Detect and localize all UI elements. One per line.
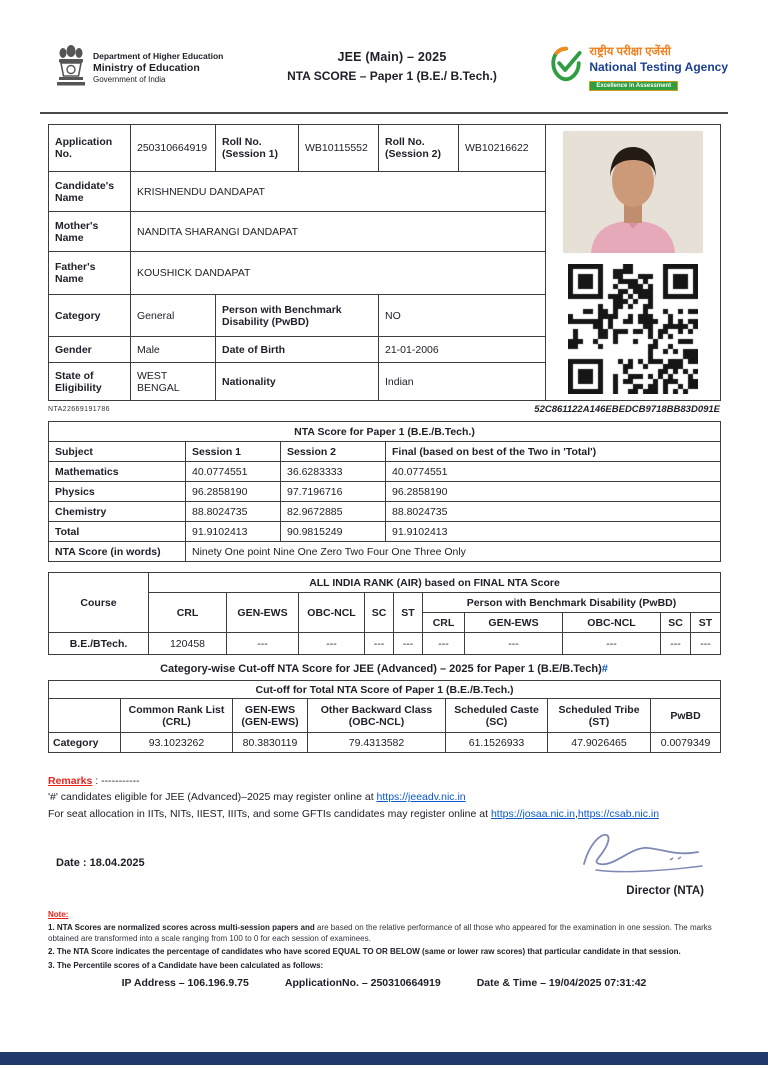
note-item-1: [48, 922, 720, 944]
cutoff-header-sc: Scheduled Caste (SC): [446, 699, 548, 733]
score-cell: 96.2858190: [186, 482, 281, 502]
roll-no-session1-value: WB10115552: [299, 125, 379, 172]
air-title: ALL INDIA RANK (AIR) based on FINAL NTA Score: [149, 573, 721, 593]
remarks-section: [48, 773, 720, 822]
score-cell: 90.9815249: [281, 522, 386, 542]
application-no-label: Application No.: [49, 125, 131, 172]
category-value: General: [131, 295, 216, 337]
footer-meta: [48, 977, 720, 989]
gender-value: Male: [131, 337, 216, 363]
score-cell: 40.0774551: [386, 462, 721, 482]
air-pwbd-title: Person with Benchmark Disability (PwBD): [423, 593, 721, 613]
candidate-name-label: Candidate's Name: [49, 172, 131, 212]
jeeadv-link[interactable]: https://jeeadv.nic.in: [376, 791, 466, 804]
note-item-3: 3. The Percentile scores of a Candidate have been calculated as follows:: [48, 960, 324, 970]
gov-logo: [56, 44, 223, 91]
score-header-session1: Session 1: [186, 442, 281, 462]
gov-country: Government of India: [93, 75, 166, 84]
qr-code: [568, 264, 698, 394]
nta-name-english: National Testing Agency: [589, 60, 728, 74]
air-pwbd-col-crl: CRL: [423, 613, 465, 633]
cutoff-title: Cut-off for Total NTA Score of Paper 1 (B.E./B.Tech.): [49, 681, 721, 699]
score-row-total: [49, 522, 721, 542]
category-label: Category: [49, 295, 131, 337]
remarks-line1-text: '#' candidates eligible for JEE (Advanced)–2025 may register online at: [48, 791, 377, 804]
air-rank-crl: 120458: [149, 633, 227, 655]
air-pwbd-rank-sc: ---: [661, 633, 691, 655]
cutoff-caption-text: Category-wise Cut-off NTA Score for JEE (Advanced) – 2025 for Paper 1 (B.E/B.Tech): [160, 663, 602, 675]
barcode-text: NTA22669191786: [48, 406, 110, 413]
note-item-1-rest: are based on the relative performance of all those who appeared for the examination in one session. The marks obtained are transformed into a scale ranging from 100 to 0 for each session of examinees.: [48, 922, 712, 944]
air-rank-sc: ---: [365, 633, 394, 655]
josaa-link[interactable]: https://josaa.nic.in: [490, 807, 575, 820]
scorecard-page: [0, 44, 768, 1068]
signoff-section: [48, 826, 720, 897]
remarks-line2: [48, 806, 720, 822]
score-cell: 88.8024735: [386, 502, 721, 522]
air-col-st: ST: [394, 593, 423, 633]
cutoff-hash-link[interactable]: #: [601, 663, 608, 675]
footer-datetime: Date & Time – 19/04/2025 07:31:42: [476, 976, 647, 989]
subject-cell: Chemistry: [49, 502, 186, 522]
link-separator: ,: [574, 807, 578, 820]
cutoff-value-st: 47.9026465: [548, 733, 651, 753]
air-pwbd-col-st: ST: [691, 613, 721, 633]
dob-label: Date of Birth: [216, 337, 379, 363]
candidate-photo: [563, 131, 703, 253]
nationality-value: Indian: [379, 363, 546, 401]
cutoff-empty-header: [49, 699, 121, 733]
cutoff-data-row: [49, 733, 721, 753]
score-cell: 36.6283333: [281, 462, 386, 482]
nta-name-hindi: राष्ट्रीय परीक्षा एजेंसी: [589, 46, 671, 58]
air-table: [48, 572, 721, 655]
air-pwbd-rank-crl: ---: [423, 633, 465, 655]
footer-application-no: ApplicationNo. – 250310664919: [284, 976, 441, 989]
score-cell: 82.9672885: [281, 502, 386, 522]
mother-name-value: NANDITA SHARANGI DANDAPAT: [131, 212, 546, 252]
air-course-label: Course: [49, 573, 149, 633]
father-name-label: Father's Name: [49, 252, 131, 295]
air-course-value: B.E./BTech.: [49, 633, 149, 655]
air-col-crl: CRL: [149, 593, 227, 633]
air-pwbd-rank-st: ---: [691, 633, 721, 655]
signature-block: [574, 826, 714, 897]
score-header-session2: Session 2: [281, 442, 386, 462]
photo-qr-cell: [546, 125, 721, 401]
air-pwbd-col-sc: SC: [661, 613, 691, 633]
cutoff-value-crl: 93.1023262: [121, 733, 233, 753]
cutoff-value-gen-ews: 80.3830119: [233, 733, 308, 753]
score-cell: 88.8024735: [186, 502, 281, 522]
india-emblem-icon: [56, 44, 86, 91]
air-pwbd-col-gen-ews: GEN-EWS: [465, 613, 563, 633]
mother-name-label: Mother's Name: [49, 212, 131, 252]
cutoff-value-sc: 61.1526933: [446, 733, 548, 753]
cutoff-table: [48, 680, 721, 753]
air-col-obc-ncl: OBC-NCL: [299, 593, 365, 633]
note-label: Note:: [48, 909, 69, 919]
air-rank-obc-ncl: ---: [299, 633, 365, 655]
score-row-physics: [49, 482, 721, 502]
score-table-title: NTA Score for Paper 1 (B.E./B.Tech.): [49, 422, 721, 442]
codes-row: [48, 403, 720, 416]
air-col-gen-ews: GEN-EWS: [227, 593, 299, 633]
pwbd-label: Person with Benchmark Disability (PwBD): [216, 295, 379, 337]
gov-ministry: Ministry of Education: [93, 62, 200, 74]
subject-cell: Mathematics: [49, 462, 186, 482]
remarks-line1: [48, 789, 720, 805]
remarks-label: Remarks: [48, 775, 93, 787]
title-line2: NTA SCORE – Paper 1 (B.E./ B.Tech.): [287, 69, 497, 83]
director-signature-icon: [574, 865, 714, 882]
score-row-mathematics: [49, 462, 721, 482]
air-col-sc: SC: [365, 593, 394, 633]
nta-check-icon: [549, 44, 583, 89]
score-header-subject: Subject: [49, 442, 186, 462]
cutoff-header-gen-ews: GEN-EWS (GEN-EWS): [233, 699, 308, 733]
air-pwbd-rank-gen-ews: ---: [465, 633, 563, 655]
footer-ip: IP Address – 106.196.9.75: [121, 976, 249, 989]
score-words-value: Ninety One point Nine One Zero Two Four One Three Only: [186, 542, 721, 562]
roll-no-session1-label: Roll No. (Session 1): [216, 125, 299, 172]
nta-score-table: [48, 421, 721, 562]
subject-cell: Physics: [49, 482, 186, 502]
bottom-bar: [0, 1052, 768, 1065]
remarks-heading: [48, 773, 720, 789]
candidate-name-value: KRISHNENDU DANDAPAT: [131, 172, 546, 212]
remarks-dashes: : -----------: [92, 775, 140, 787]
score-cell: 91.9102413: [186, 522, 281, 542]
score-header-final: Final (based on best of the Two in 'Total'): [386, 442, 721, 462]
nta-logo: [549, 44, 728, 92]
security-code: 52C861122A146EBEDCB9718BB83D091E: [534, 404, 720, 415]
pwbd-value: NO: [379, 295, 546, 337]
cutoff-header-obc-ncl: Other Backward Class (OBC-NCL): [308, 699, 446, 733]
air-rank-st: ---: [394, 633, 423, 655]
air-rank-gen-ews: ---: [227, 633, 299, 655]
score-words-row: [49, 542, 721, 562]
score-cell: 97.7196716: [281, 482, 386, 502]
cutoff-header-pwbd: PwBD: [651, 699, 721, 733]
note-section: [48, 909, 720, 971]
air-data-row: [49, 633, 721, 655]
cutoff-header-crl: Common Rank List (CRL): [121, 699, 233, 733]
title-line1: JEE (Main) – 2025: [337, 50, 447, 64]
note-item-1-bold: 1. NTA Scores are normalized scores across multi-session papers and: [48, 922, 315, 932]
cutoff-value-pwbd: 0.0079349: [651, 733, 721, 753]
father-name-value: KOUSHICK DANDAPAT: [131, 252, 546, 295]
header-divider: [40, 112, 728, 114]
score-words-label: NTA Score (in words): [49, 542, 186, 562]
score-cell: 40.0774551: [186, 462, 281, 482]
cutoff-header-st: Scheduled Tribe (ST): [548, 699, 651, 733]
score-cell: 91.9102413: [386, 522, 721, 542]
issue-date: Date : 18.04.2025: [56, 856, 145, 869]
air-pwbd-col-obc-ncl: OBC-NCL: [563, 613, 661, 633]
cutoff-row-label: Category: [49, 733, 121, 753]
csab-link[interactable]: https://csab.nic.in: [577, 807, 660, 820]
state-value: WEST BENGAL: [131, 363, 216, 401]
subject-cell: Total: [49, 522, 186, 542]
header: [56, 44, 728, 104]
gender-label: Gender: [49, 337, 131, 363]
candidate-info-table: [48, 124, 721, 401]
remarks-line2-text: For seat allocation in IITs, NITs, IIEST, IIITs, and some GFTIs candidates may register online at: [48, 807, 491, 820]
roll-no-session2-label: Roll No. (Session 2): [379, 125, 459, 172]
director-title: Director (NTA): [626, 884, 704, 897]
note-item-2: 2. The NTA Score indicates the percentage of candidates who have scored EQUAL TO OR BELOW (same or lower raw scores) that particular candidate in that session.: [48, 947, 681, 957]
nationality-label: Nationality: [216, 363, 379, 401]
dob-value: 21-01-2006: [379, 337, 546, 363]
score-row-chemistry: [49, 502, 721, 522]
cutoff-caption: [48, 663, 720, 675]
state-label: State of Eligibility: [49, 363, 131, 401]
air-pwbd-rank-obc-ncl: ---: [563, 633, 661, 655]
gov-dept: Department of Higher Education: [93, 51, 224, 61]
application-no-value: 250310664919: [131, 125, 216, 172]
cutoff-value-obc-ncl: 79.4313582: [308, 733, 446, 753]
score-cell: 96.2858190: [386, 482, 721, 502]
roll-no-session2-value: WB10216622: [459, 125, 546, 172]
nta-tagline: Excellence in Assessment: [589, 81, 678, 91]
